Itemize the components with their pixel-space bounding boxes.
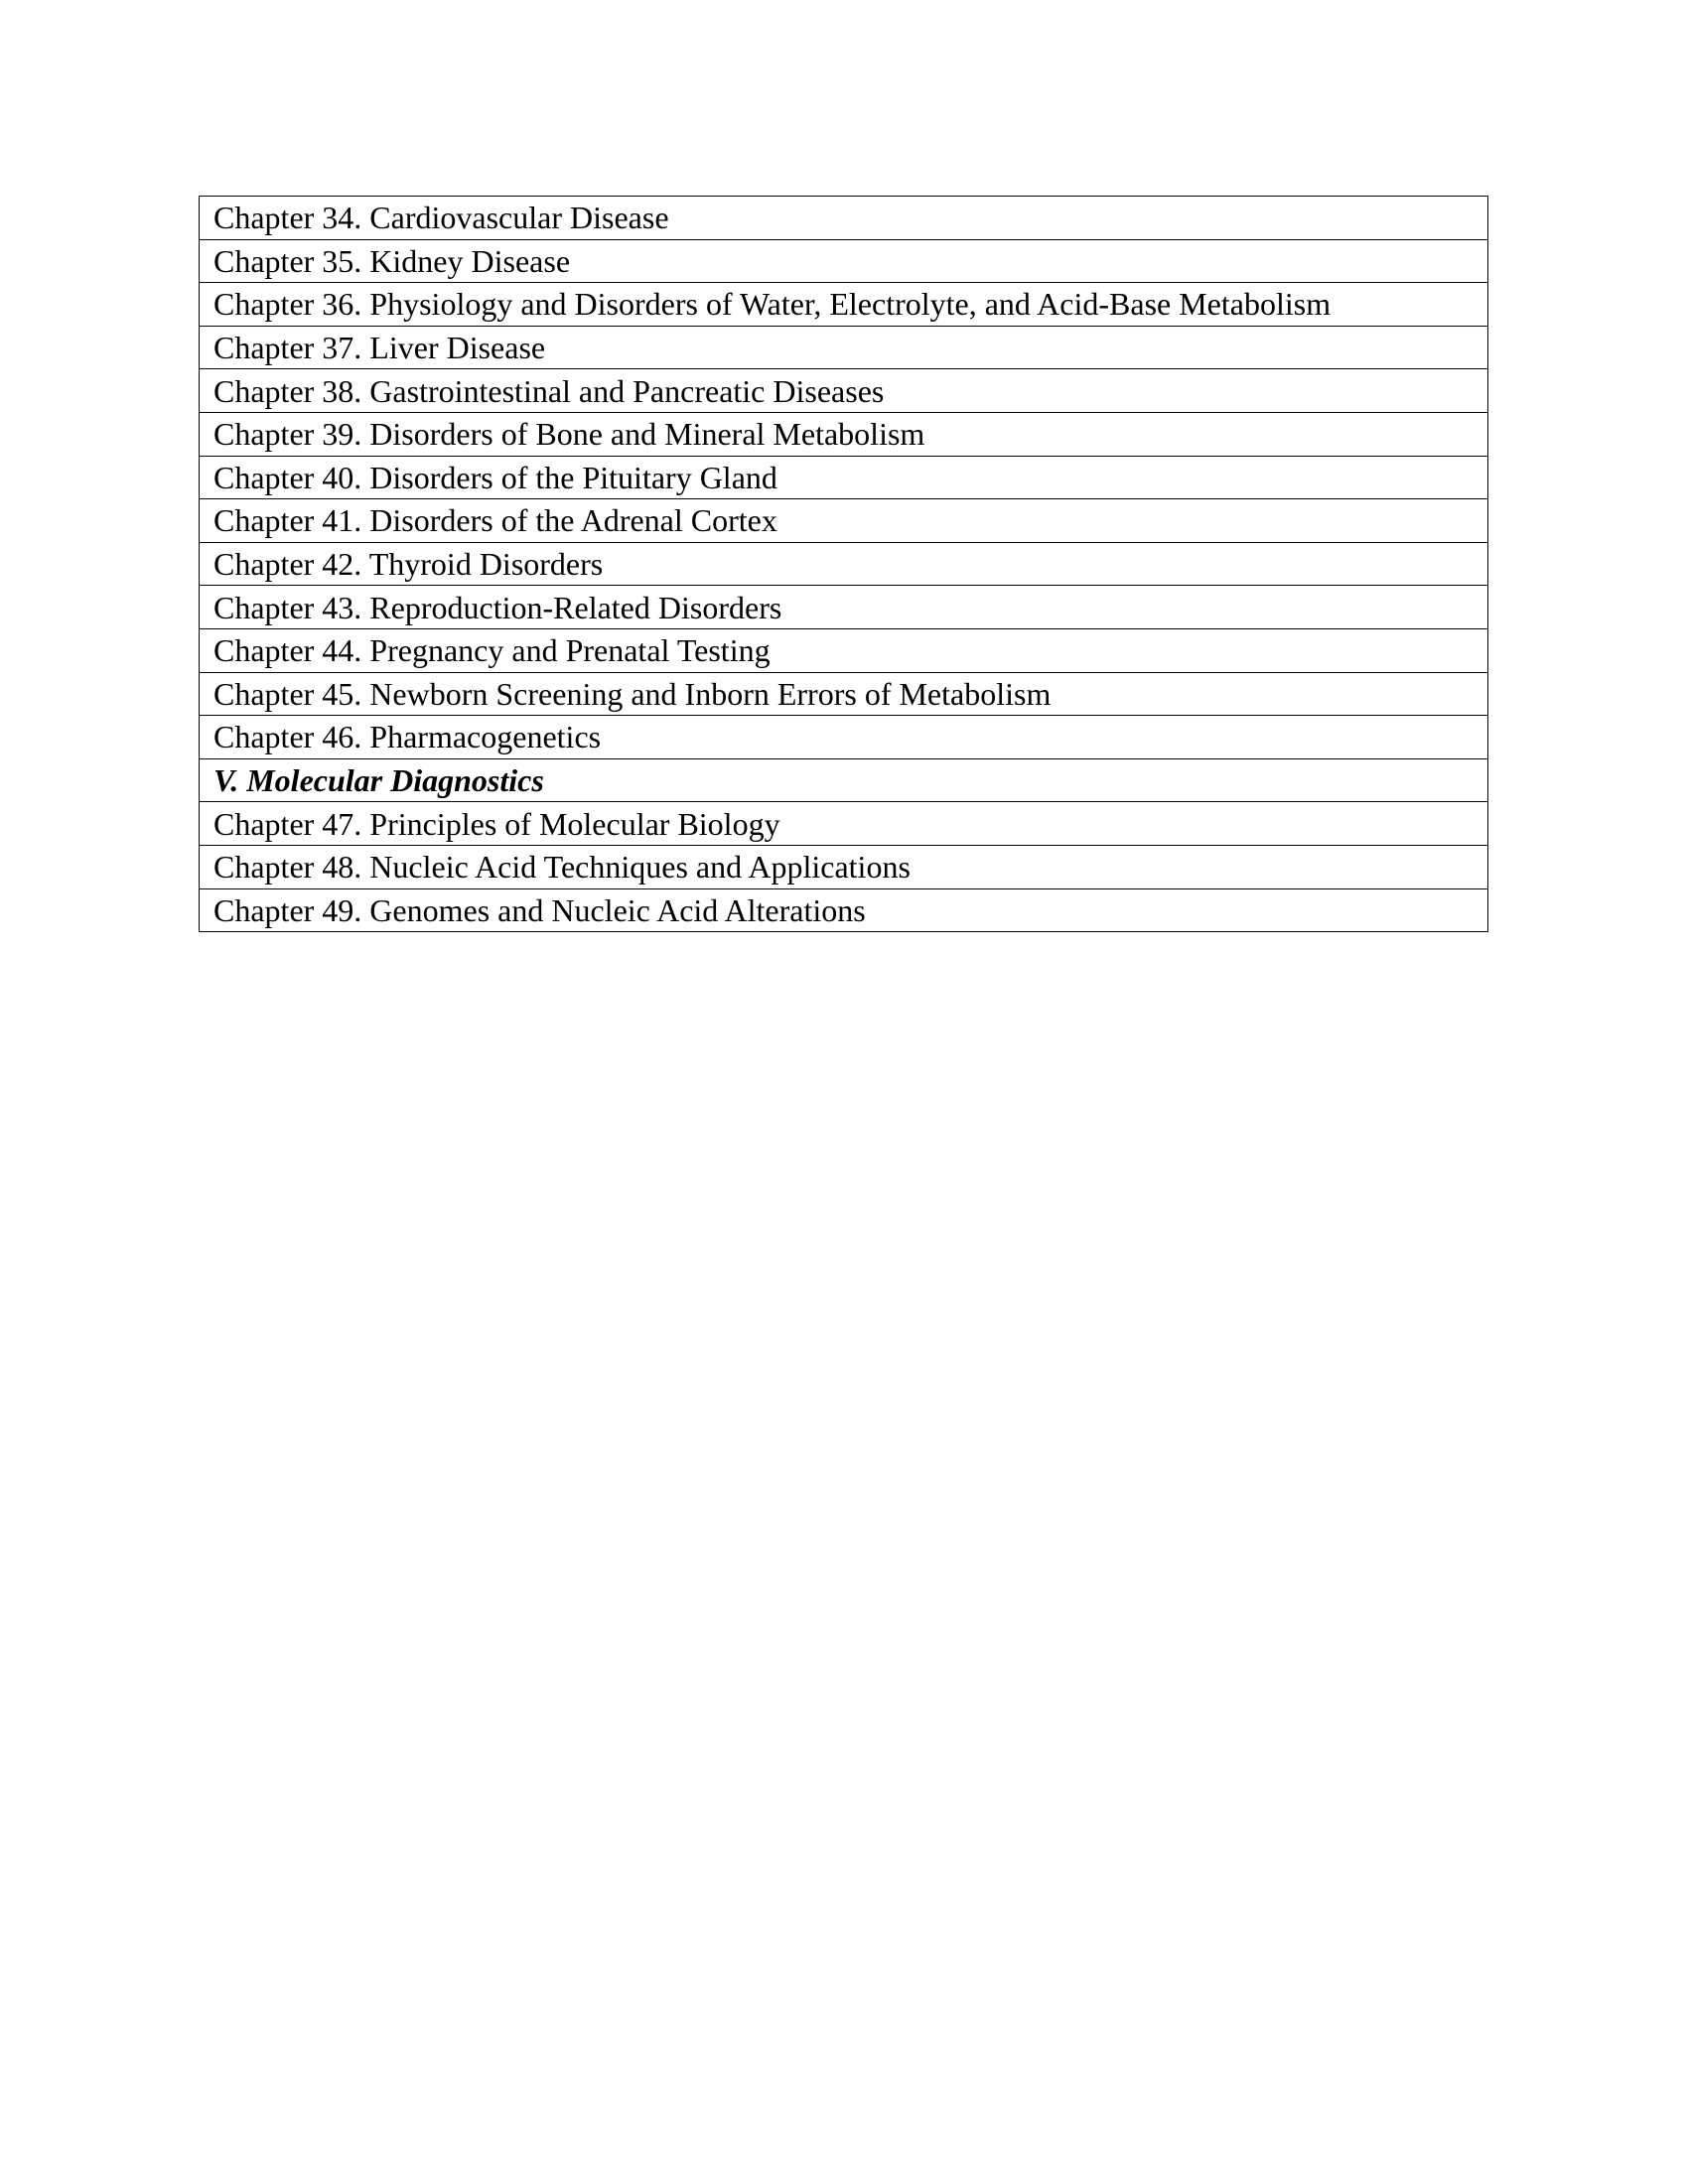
toc-row-chapter-45: [200, 672, 1488, 716]
toc-entry: Chapter 47. Principles of Molecular Biology: [200, 802, 1488, 846]
toc-entry: Chapter 43. Reproduction-Related Disorders: [200, 586, 1488, 629]
toc-row-chapter-44: [200, 628, 1488, 672]
section-title: V. Molecular Diagnostics: [200, 758, 1488, 802]
table-of-contents: [199, 196, 1488, 932]
toc-entry: Chapter 39. Disorders of Bone and Mineral Metabolism: [200, 412, 1488, 456]
toc-entry: Chapter 45. Newborn Screening and Inborn Errors of Metabolism: [200, 672, 1488, 716]
toc-row-chapter-42: [200, 542, 1488, 586]
toc-entry: Chapter 41. Disorders of the Adrenal Cortex: [200, 499, 1488, 543]
toc-section-heading: [200, 758, 1488, 802]
toc-entry: Chapter 36. Physiology and Disorders of Water, Electrolyte, and Acid-Base Metabolism: [200, 283, 1488, 327]
toc-entry: Chapter 49. Genomes and Nucleic Acid Alterations: [200, 888, 1488, 932]
toc-entry: Chapter 35. Kidney Disease: [200, 239, 1488, 283]
toc-row-chapter-36: [200, 283, 1488, 327]
toc-entry: Chapter 40. Disorders of the Pituitary Gland: [200, 456, 1488, 499]
toc-entry: Chapter 48. Nucleic Acid Techniques and Applications: [200, 845, 1488, 888]
toc-row-chapter-40: [200, 456, 1488, 499]
toc-row-chapter-38: [200, 369, 1488, 413]
toc-entry: Chapter 34. Cardiovascular Disease: [200, 197, 1488, 240]
toc-entry: Chapter 46. Pharmacogenetics: [200, 716, 1488, 759]
toc-row-chapter-37: [200, 326, 1488, 369]
toc-row-chapter-43: [200, 586, 1488, 629]
toc-row-chapter-47: [200, 802, 1488, 846]
toc-row-chapter-34: [200, 197, 1488, 240]
toc-row-chapter-39: [200, 412, 1488, 456]
toc-row-chapter-46: [200, 716, 1488, 759]
toc-entry: Chapter 42. Thyroid Disorders: [200, 542, 1488, 586]
toc-entry: Chapter 44. Pregnancy and Prenatal Testing: [200, 628, 1488, 672]
toc-entry: Chapter 38. Gastrointestinal and Pancreatic Diseases: [200, 369, 1488, 413]
toc-entry: Chapter 37. Liver Disease: [200, 326, 1488, 369]
toc-row-chapter-49: [200, 888, 1488, 932]
toc-row-chapter-48: [200, 845, 1488, 888]
toc-row-chapter-35: [200, 239, 1488, 283]
toc-row-chapter-41: [200, 499, 1488, 543]
